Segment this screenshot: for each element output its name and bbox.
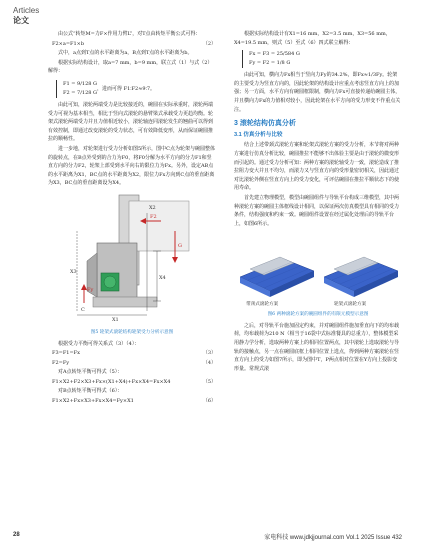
paragraph: 由公式“转矩M=力F×作用力臂L”，对T点由转矩平衡公式可得： <box>58 31 201 37</box>
label-c: C <box>81 306 85 313</box>
journal-info: 家电科技 www.jdkjjournal.com Vol.1 2025 Issue 432 <box>264 535 402 541</box>
equation-2 <box>48 40 216 49</box>
figure-5-force-diagram <box>57 191 207 327</box>
paragraph: 对B点转矩平衡可得式（6）： <box>58 388 123 395</box>
equation-text: F1×X2+F2×X3+Fx×(X1+X4)+Fx×X4=Fx×X4 <box>52 378 171 385</box>
paragraph: 式中，a点到T点的水平距离为a，B点到T点的水平距离为b。 <box>58 50 193 57</box>
equation-text: F1×X2+Fx×X3+Fx×X4=Fy×X1 <box>52 398 134 405</box>
label-bracket-scheme: 轮架式滚轮方案 <box>334 302 367 308</box>
equation-note: ，进而可得 F1∶F2≈9∶7。 <box>97 85 156 92</box>
equation-line: Fx = F3 = 25/584 G <box>249 51 300 58</box>
figure-5-caption: 图5 轮架式滚轮结构轮架受力分析示意图 <box>90 329 174 335</box>
equation-4 <box>48 359 216 368</box>
paragraph: 进一步地，对轮架进行受力分析如图5所示，图中C点为轮架与碗圆整体的旋转点，在B点外受到的合力为F0，将F0分解为水平方向的分力F1和竖直方向的分力F2，轮架上部受到水平向右的限位力为Fx。另外，设定AB点的水平距离为X1，BC点的水平距离为X2，限位力Fx方向到C点的垂直距离为X3，BC点的垂直距离设为X4。 <box>48 145 216 187</box>
right-column <box>234 30 402 374</box>
equation-text: F2×a=F1×b <box>52 40 85 47</box>
section-heading: 3 滚轮结构仿真分析 <box>234 120 296 128</box>
paragraph: 根据实际结构设计有X1=16 mm，X2=3.5 mm，X3=56 mm，X4=19.5 mm，则式（5）至式（6）四式联立解得： <box>234 31 391 46</box>
equation-system-1 <box>48 77 216 101</box>
equation-line: Fy = F2 = 1/8 G <box>249 60 291 67</box>
label-neck-scheme: 带颈式滚轮方案 <box>246 302 279 308</box>
page-number: 28 <box>13 532 20 538</box>
section-label-cn: 论文 <box>13 16 29 25</box>
equation-text: F2=Fy <box>52 359 70 366</box>
paragraph: 首先建立物理模型，模型由碗圆组件与导轨平台构成三维模型，其中两种滚轮方案的碗圆主体框线设计相同，以保证两次仿真模型具有相同的受力条件，结构强度和约束一致。碗圆组件设置在经过属化处理后的导轨平台上，如图6所示。 <box>234 194 400 227</box>
equation-6 <box>48 397 216 406</box>
figure-6-caption: 图6 两种滚轮方案的碗圆组件的有限元模型示意图 <box>267 312 369 318</box>
label-x3: X3 <box>70 268 77 275</box>
section-label: Articles <box>13 6 40 15</box>
brace-system <box>242 50 402 68</box>
paragraph: 之后，对导轨平台施加固定约束，并对碗圆组件施加垂直向下的均布载荷，均布载荷为210 N（相当于16袋中式标准餐具的总重力），整体模型采用静力学分析，选取两种方案上的相同位置两点，其中滚轮上选取滚轮与导轨的接触点，另一点在碗圆底框上相同位置上选点，得到两种方案滚轮在竖直方向上的受力如图7所示，即为图中T，P两点相对位置在Y方向上投影变形量。常规式滚 <box>234 322 400 372</box>
equation-line: F2 = 7/128 G <box>63 89 98 96</box>
paragraph: 结合上述带颈式滚轮方案和轮架式滚轮方案的受力分析，本节将对两种方案进行仿真分析比较，碗圆推拉不能够不出体验主要是由于滚轮的微变形而引起的。通过受力分析可知：两种方案的滚轮轴受力一致，滚轮造成了推拉阻力变大并且不均匀，而滚力又与竖直方向的受形量密切相关，因此通过对比滚轮外侧在竖直方向上的受力变化，可评估碗圆在推拉平顺状态下的使用寿命。 <box>234 142 400 192</box>
equation-line: F1 = 9/128 G <box>63 80 98 87</box>
equation-number: （2） <box>202 40 216 47</box>
equation-number: （4） <box>202 359 216 366</box>
equation-number: （6） <box>202 398 216 405</box>
brace-system <box>56 80 97 98</box>
left-column <box>48 30 216 407</box>
equation-5 <box>48 378 216 387</box>
paragraph: 根据实际结构设计，取a=7 mm，b=9 mm，联立式（1）与式（2）解得： <box>48 59 213 75</box>
label-g: G <box>178 242 182 249</box>
label-x1: X1 <box>112 316 119 323</box>
label-x4: X4 <box>159 274 166 281</box>
equation-number: （3） <box>202 350 216 357</box>
label-x2: X2 <box>149 204 156 211</box>
equation-3 <box>48 349 216 358</box>
equation-text: F3=F1=Fx <box>52 350 80 357</box>
paragraph: 根据受力平衡可得关系式（3）（4）： <box>58 340 140 347</box>
paragraph: 对A点转矩平衡可得式（5）： <box>58 369 123 376</box>
figure-6-fea-models <box>234 231 402 309</box>
label-f2: F2 <box>150 213 157 220</box>
paragraph: 由此可知，横向力Fx相当于竖向力Fy的34.2%，即Fx≈1/3Fy。轮架的主要受力为竖直方向的，因此轮架的结构设计应重点考虑竖直方向上的加强；另一方面，水平方向有碗圆框限制，横向力Fx可直接传递给碗圆主体，并且横向力Fx的力值相对较小，因此轮架在水平方向的受力形变不作重点关注。 <box>234 72 401 113</box>
subsection-heading: 3.1 仿真分析与比较 <box>234 131 283 138</box>
label-fy: Fy <box>87 286 94 293</box>
equation-number: （5） <box>202 378 216 385</box>
paragraph: 由此可知，滚轮两端受力是比较接近的，碗圆在实际承重时，滚轮两端受力可视为基本相当，相比于竖向式滚轮的悬臂梁式承载受力更趋均衡。轮架式滚轮两端受力并且力值相近较小，滚轮轴连同滚轮发生的翘曲可以得到有效控制，即通过改变滚轮的受力状态，可有效降低变形，从而保证碗圆推拉的顺畅性。 <box>48 101 214 143</box>
